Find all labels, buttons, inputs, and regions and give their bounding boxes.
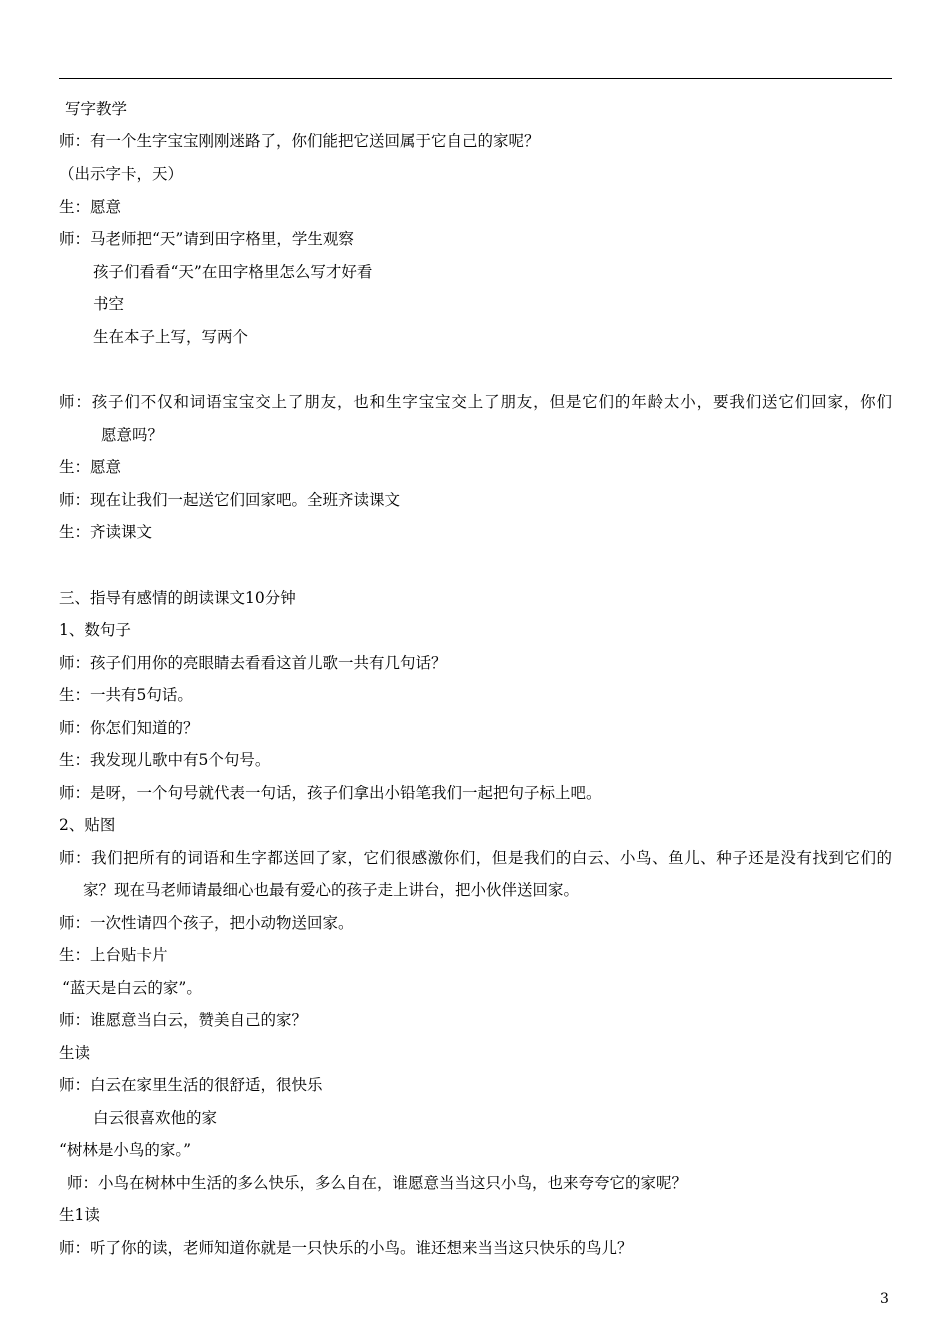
subsection-heading: 2、贴图	[59, 816, 116, 834]
text-line: 生在本子上写，写两个	[93, 328, 249, 346]
text-line: “蓝天是白云的家”。	[62, 979, 202, 997]
text-line: 生：愿意	[59, 458, 122, 476]
text-line: 生：齐读课文	[59, 523, 153, 541]
text-line: 师：白云在家里生活的很舒适，很快乐	[59, 1076, 323, 1094]
text-line: 生：愿意	[59, 198, 122, 216]
text-line: （出示字卡，天）	[59, 165, 184, 183]
page-number: 3	[880, 1291, 889, 1307]
text-line: 师：孩子们用你的亮眼睛去看看这首儿歌一共有几句话？	[59, 654, 447, 672]
text-line: 生读	[59, 1044, 91, 1062]
text-line: 愿意吗？	[101, 426, 164, 444]
text-line: 师：我们把所有的词语和生字都送回了家，它们很感激你们，但是我们的白云、小鸟、鱼儿、种子还是没有找到它们的	[59, 849, 892, 867]
text-line: 师：你怎们知道的？	[59, 719, 199, 737]
text-line: 书空	[93, 295, 125, 313]
text-line: 写字教学	[65, 100, 128, 118]
header-rule	[59, 78, 892, 79]
text-line: 生1读	[59, 1206, 100, 1224]
text-line: 白云很喜欢他的家	[93, 1109, 218, 1127]
text-line: 师：听了你的读，老师知道你就是一只快乐的小鸟。谁还想来当当这只快乐的鸟儿？	[59, 1239, 633, 1257]
text-line: 师：孩子们不仅和词语宝宝交上了朋友，也和生字宝宝交上了朋友，但是它们的年龄太小，要我们送它们回家，你们	[59, 393, 892, 411]
text-line: 师：一次性请四个孩子，把小动物送回家。	[59, 914, 354, 932]
text-line: 师：是呀，一个句号就代表一句话，孩子们拿出小铅笔我们一起把句子标上吧。	[59, 784, 602, 802]
section-heading: 三、指导有感情的朗读课文10分钟	[59, 589, 296, 607]
subsection-heading: 1、数句子	[59, 621, 131, 639]
text-line: 生：上台贴卡片	[59, 946, 168, 964]
text-line: 家？现在马老师请最细心也最有爱心的孩子走上讲台，把小伙伴送回家。	[83, 881, 580, 899]
text-line: 师：现在让我们一起送它们回家吧。全班齐读课文	[59, 491, 401, 509]
text-line: “树林是小鸟的家。”	[59, 1141, 192, 1159]
text-line: 生：一共有5句话。	[59, 686, 193, 704]
text-line: 生：我发现儿歌中有5个句号。	[59, 751, 271, 769]
text-line: 师：马老师把“天”请到田字格里，学生观察	[59, 230, 354, 248]
text-line: 师：谁愿意当白云，赞美自己的家？	[59, 1011, 308, 1029]
text-line: 孩子们看看“天”在田字格里怎么写才好看	[93, 263, 373, 281]
text-line: 师：有一个生字宝宝刚刚迷路了，你们能把它送回属于它自己的家呢？	[59, 132, 540, 150]
text-line: 师：小鸟在树林中生活的多么快乐，多么自在，谁愿意当当这只小鸟，也来夸夸它的家呢？	[67, 1174, 688, 1192]
